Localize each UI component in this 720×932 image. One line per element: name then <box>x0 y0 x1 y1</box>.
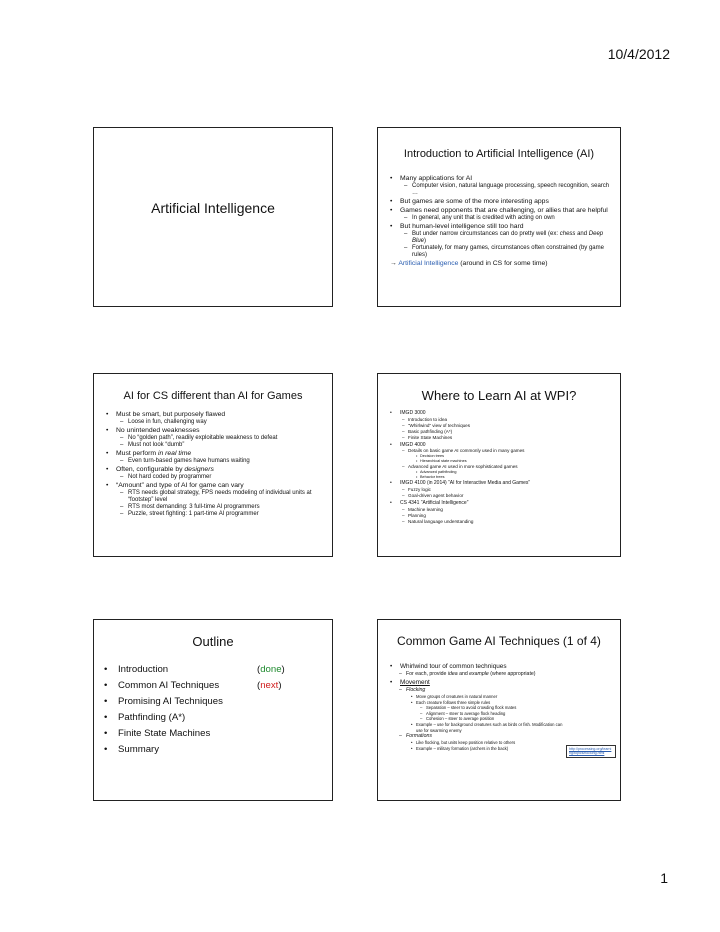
slide-3-body <box>102 410 326 518</box>
slide-4-body <box>386 409 614 525</box>
slide-4-title: Where to Learn AI at WPI? <box>421 388 577 403</box>
slide-2-body <box>386 174 614 268</box>
outline-item-label: Promising AI Techniques <box>118 696 223 707</box>
slide-6-body <box>386 662 614 751</box>
text: But under narrow circumstances can do pretty well (ex: <box>412 231 560 237</box>
text-italic: idea <box>447 671 458 677</box>
text-italic: Formations <box>406 733 432 740</box>
outline-item-label: Introduction <box>118 664 169 675</box>
text: Must perform <box>116 450 158 457</box>
outline-item-label: Common AI Techniques <box>118 680 220 691</box>
sub-sub-bullet: • Each creature follows three simple rules <box>386 700 614 706</box>
sub-bullet <box>386 687 614 694</box>
sub-bullet: – Goal-driven agent behavior <box>386 493 614 499</box>
paren-close: ) <box>278 680 282 691</box>
bullet: • IMGD 4000 <box>386 442 614 449</box>
bullet: • But human-level intelligence still too hard <box>386 223 614 231</box>
paren-open: ( <box>257 664 261 675</box>
text-italic: Flocking <box>406 687 426 693</box>
sub-sub-bullet: • Advanced pathfinding <box>386 470 614 475</box>
text: (around in CS for some time) <box>458 260 548 267</box>
sub-bullet: – Fortunately, for many games, circumstances often constrained (by game rules) <box>386 245 614 259</box>
sub-sub-bullet: • Behavior trees <box>386 475 614 480</box>
sub-bullet <box>386 733 614 740</box>
page-number: 1 <box>660 870 668 886</box>
bullet-icon: • <box>104 696 108 707</box>
sub-bullet: – Not hard coded by programmer <box>102 474 326 481</box>
slide-6-title: Common Game AI Techniques (1 of 4) <box>397 634 601 648</box>
text: Often, configurable by <box>116 466 185 473</box>
sub-bullet: – Finite State Machines <box>386 435 614 441</box>
page-date: 10/4/2012 <box>607 46 670 62</box>
sub-bullet: – No “golden path”, readily exploitable weakness to defeat <box>102 435 326 442</box>
sub-bullet: – Fuzzy logic <box>386 487 614 493</box>
sub-sub-bullet: • Example – use for background creatures such as birds or fish. Modification can use for swarming enemy <box>386 722 614 733</box>
ai-link[interactable]: Artificial Intelligence <box>398 260 459 267</box>
bullet: • Games need opponents that are challenging, or allies that are helpful <box>386 207 614 215</box>
sub-bullet: – “Whirlwind” view of techniques <box>386 423 614 429</box>
bullet <box>102 466 326 474</box>
text-italic: designers <box>184 466 214 473</box>
sub-bullet: – Machine learning <box>386 507 614 513</box>
bullet: • CS 4341 “Artificial Intelligence” <box>386 500 614 507</box>
sub-bullet: – RTS most demanding: 3 full-time AI programmers <box>102 504 326 511</box>
sub-bullet: – Puzzle, street fighting: 1 part-time AI programmer <box>102 511 326 518</box>
sub-sub-bullet: • Example – military formation (archers in the back) <box>386 746 614 752</box>
slide-2 <box>377 127 621 307</box>
text: (where appropriate) <box>488 671 536 677</box>
text: For each, provide <box>406 671 448 677</box>
sub-bullet <box>386 671 614 678</box>
bullet: • Whirlwind tour of common techniques <box>386 663 614 671</box>
bullet-icon: • <box>104 728 108 739</box>
bullet-icon: • <box>104 680 108 691</box>
bullet <box>102 450 326 458</box>
outline-item-label: Finite State Machines <box>118 728 211 739</box>
sub-sub-sub-bullet: – Alignment – steer to average flock heading <box>386 711 614 717</box>
slide-1-title: Artificial Intelligence <box>151 200 275 216</box>
sub-bullet: – Must not look “dumb” <box>102 442 326 449</box>
bullet-icon: • <box>104 664 108 675</box>
sub-sub-bullet: • Decision trees <box>386 454 614 459</box>
sub-bullet: – Loose in fun, challenging way <box>102 419 326 426</box>
outline-item-label: Pathfinding (A*) <box>118 712 186 723</box>
flocking-reference-link[interactable]: http://processing.org/learning/topics/flocking.html <box>566 745 616 758</box>
bullet-icon: • <box>104 744 108 755</box>
outline-item-status <box>257 664 285 675</box>
sub-bullet: – Even turn-based games have humans waiting <box>102 458 326 465</box>
slide-6 <box>377 619 621 801</box>
text: and <box>457 671 470 677</box>
slide-5-title: Outline <box>192 634 234 649</box>
sub-bullet: – Advanced game AI used in more sophisticated games <box>386 464 614 470</box>
text-italic: chess <box>559 231 576 237</box>
sub-bullet: – Planning <box>386 513 614 519</box>
sub-sub-bullet: • Move groups of creatures in natural manner <box>386 694 614 700</box>
outline-item-label: Summary <box>118 744 160 755</box>
paren-open: ( <box>257 680 261 691</box>
sub-bullet: – Computer vision, natural language processing, speech recognition, search … <box>386 183 614 197</box>
sub-sub-sub-bullet: – Cohesion – steer to average position <box>386 716 614 722</box>
slide-3-title: AI for CS different than AI for Games <box>123 390 303 402</box>
sub-bullet: – Introduction to idea <box>386 417 614 423</box>
bullet: • IMGD 4100 (in 2014) “AI for Interactive Media and Games” <box>386 480 614 487</box>
slide-3 <box>93 373 333 557</box>
bullet: • Many applications for AI <box>386 175 614 183</box>
text-italic: example <box>469 671 489 677</box>
text: and <box>575 231 589 237</box>
slide-1 <box>93 127 333 307</box>
sub-bullet: – Basic pathfinding (A*) <box>386 429 614 435</box>
bullet: • Movement <box>386 679 614 687</box>
status-word: next <box>260 680 279 691</box>
paren-close: ) <box>281 664 285 675</box>
bullet: • No unintended weaknesses <box>102 427 326 435</box>
sub-bullet: – Details on basic game AI commonly used in many games <box>386 448 614 454</box>
slide-4 <box>377 373 621 557</box>
slide-5 <box>93 619 333 801</box>
bullet: • But games are some of the more interesting apps <box>386 198 614 206</box>
sub-bullet: – Natural language understanding <box>386 519 614 525</box>
slide-2-title: Introduction to Artificial Intelligence (AI) <box>403 148 595 160</box>
bullet: • “Amount” and type of AI for game can vary <box>102 482 326 490</box>
text: ) <box>424 238 427 244</box>
sub-bullet <box>386 231 614 245</box>
sub-sub-bullet: • Hierarchical state machines <box>386 459 614 464</box>
status-word: done <box>260 664 282 675</box>
bullet-icon: • <box>104 712 108 723</box>
sub-bullet: – RTS needs global strategy, FPS needs modeling of individual units at “footstep” level <box>102 490 326 504</box>
outline-item-status <box>257 680 282 691</box>
bullet: • Must be smart, but purposely flawed <box>102 411 326 419</box>
arrow-line <box>386 259 614 268</box>
bullet: • IMGD 3000 <box>386 410 614 417</box>
text-italic: Deep Blue <box>412 231 604 244</box>
text-italic: in real time <box>157 450 192 457</box>
sub-sub-bullet: • Like flocking, but units keep position relative to others <box>386 740 614 746</box>
sub-sub-sub-bullet: – Separation – steer to avoid crowding flock mates <box>386 705 614 711</box>
arrow-icon: → <box>390 260 399 267</box>
sub-bullet: – In general, any unit that is credited with acting on own <box>386 215 614 222</box>
